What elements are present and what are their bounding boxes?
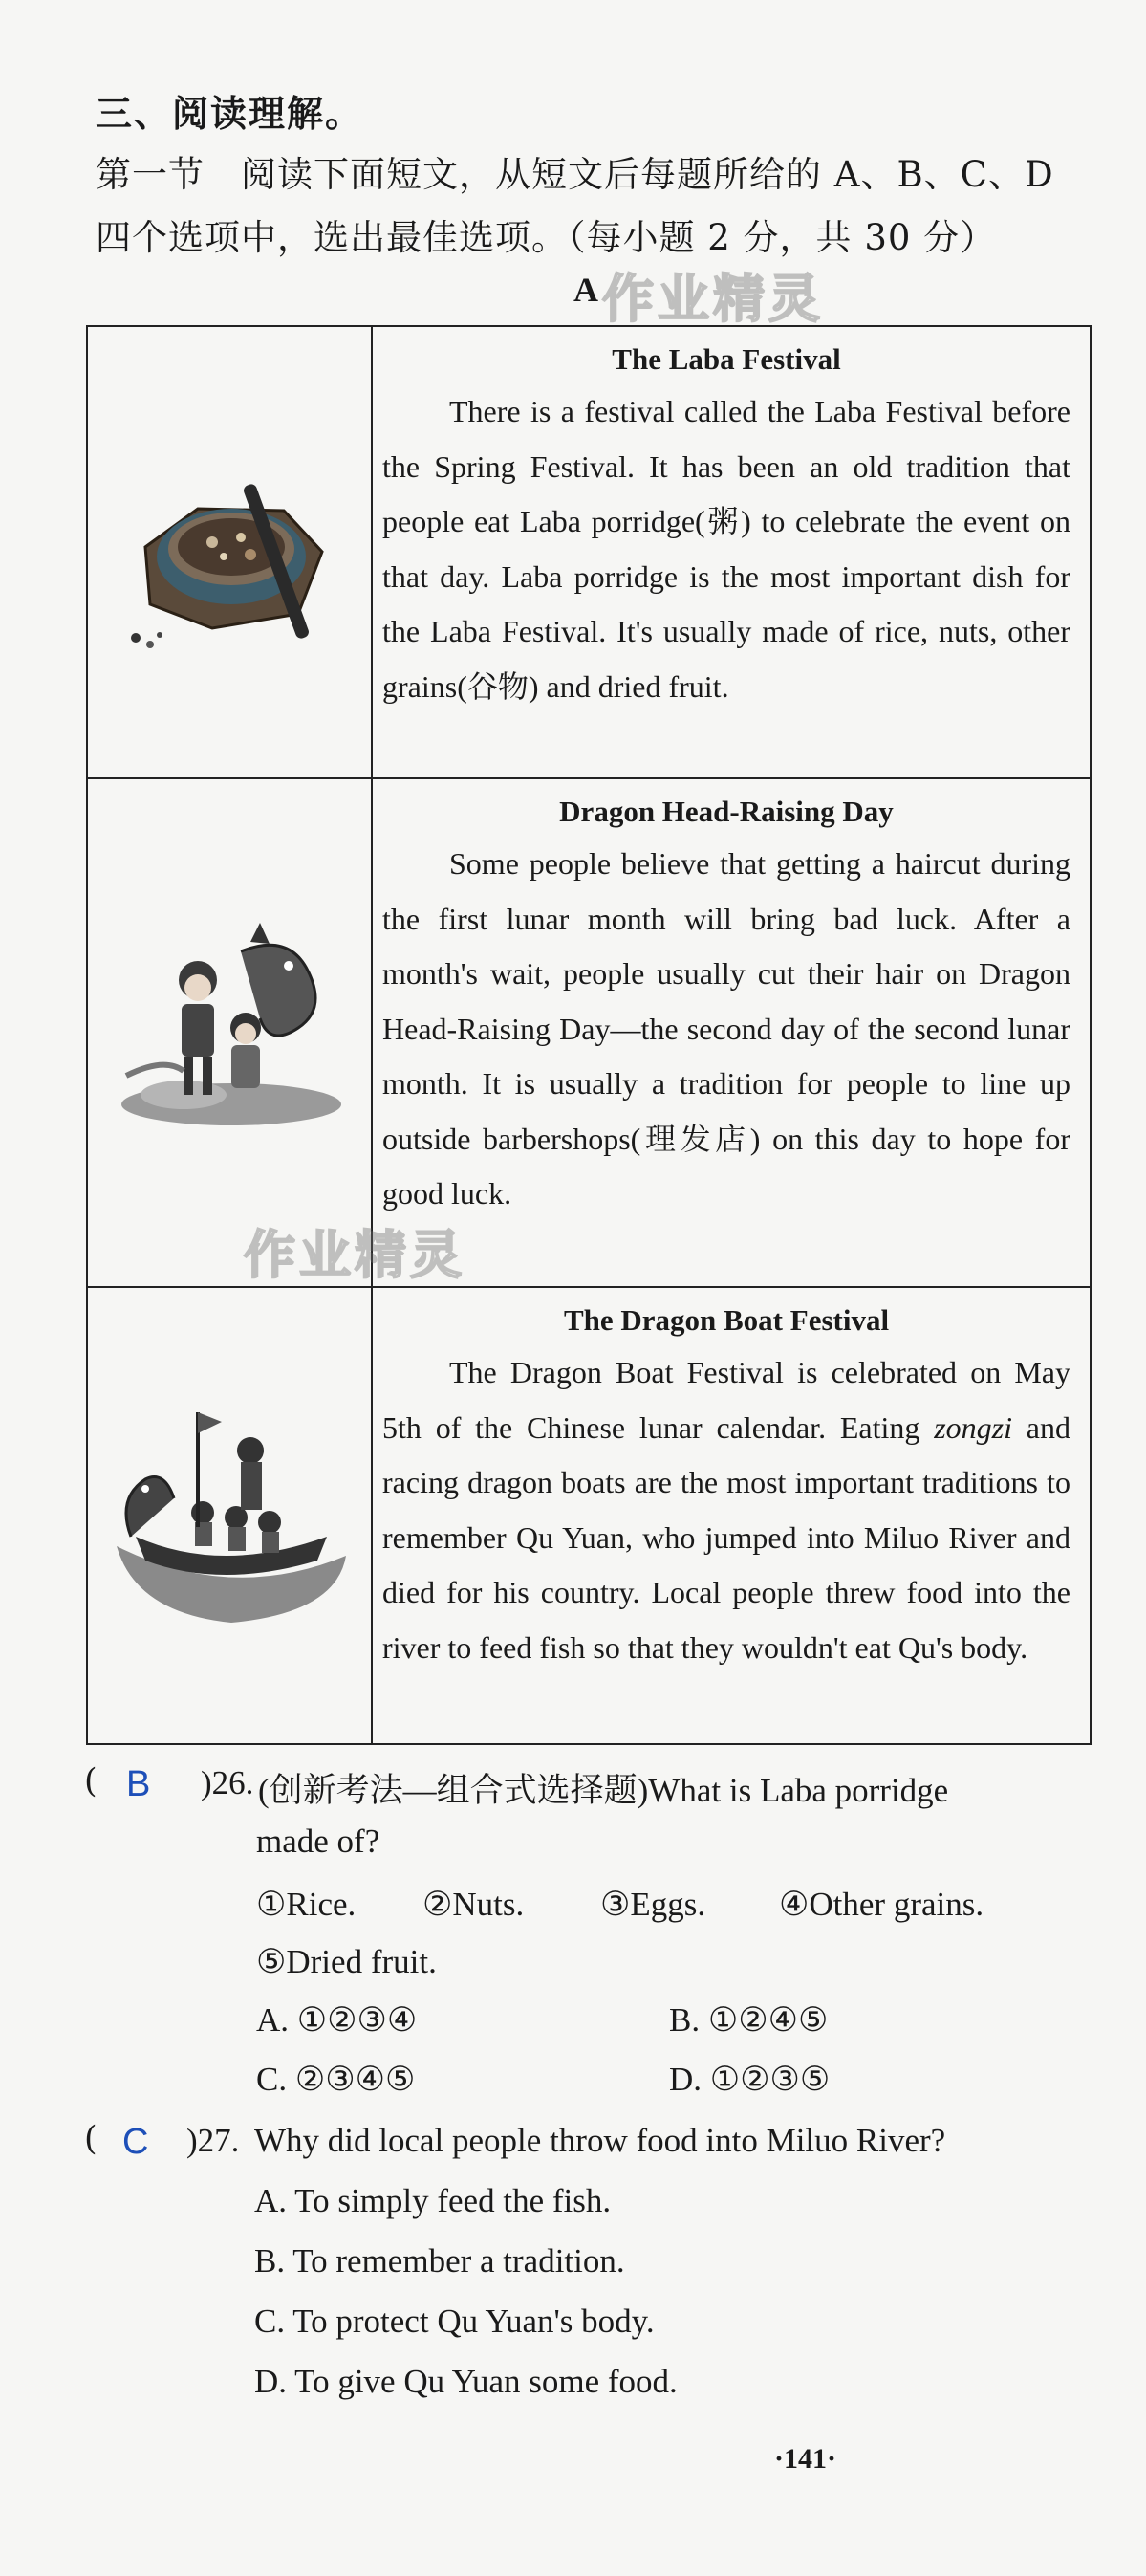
passage-title: The Laba Festival: [612, 342, 841, 376]
q26-item: ⑤Dried fruit.: [256, 1943, 437, 1980]
passage-image-cell: [88, 779, 373, 1286]
passage-text-cell: [382, 327, 1070, 777]
q26-option-d: D. ①②③⑤: [669, 2061, 831, 2098]
answer-paren-open: (: [84, 1762, 97, 1801]
watermark-logo: 作业精灵: [244, 1225, 465, 1285]
watermark-logo: 作业精灵: [602, 269, 824, 329]
passage-body-italic: zongzi: [934, 1409, 1012, 1445]
passage-body-part: The Dragon Boat Festival is celebrated on May 5th of the Chinese lunar calendar. Eating: [382, 1355, 1070, 1445]
dragon-boat-icon: [107, 1393, 356, 1642]
q27-option-c: C. To protect Qu Yuan's body.: [254, 2303, 655, 2340]
passage-row: [88, 1288, 1090, 1743]
passage-image-cell: [88, 327, 373, 777]
passage-body: There is a festival called the Laba Festival before the Spring Festival. It has been an old tradition that people eat Laba porridge(粥) to celebrate the event on that day. Laba porridge is the most important dish for the Laba Festival. It's usually made of rice, nuts, other grains(谷物) and dried fruit.: [382, 394, 1070, 704]
q26-item: ②Nuts.: [422, 1886, 525, 1923]
passage-text-cell: [382, 779, 1070, 1286]
q27-option-b: B. To remember a tradition.: [254, 2242, 625, 2280]
passage-body: [382, 1345, 1070, 1675]
question-26-stem: (创新考法—组合式选择题)What is Laba porridge: [258, 1772, 949, 1809]
passage-row: [88, 779, 1090, 1288]
q26-item: ④Other grains.: [779, 1886, 984, 1923]
answer-26: B: [126, 1764, 151, 1804]
laba-porridge-bowl-icon: [107, 442, 346, 671]
dragon-children-icon: [107, 913, 356, 1162]
q26-option-b: B. ①②④⑤: [669, 2001, 829, 2039]
part-label: A: [573, 271, 598, 309]
passage-body-part: and racing dragon boats are the most important traditions to remember Qu Yuan, who jumped into Miluo River and died for his country. Local people threw food into the river to feed fish so that they wouldn't eat Qu's body.: [382, 1409, 1071, 1665]
passage-table: [86, 325, 1092, 1745]
q26-item: ③Eggs.: [600, 1886, 706, 1923]
section-title: 三、阅读理解。: [96, 92, 364, 135]
passage-image-cell: [88, 1288, 373, 1743]
passage-body: Some people believe that getting a haircut during the first lunar month will bring bad luck. After a month's wait, people usually cut their hair on Dragon Head-Raising Day—the second day of the second lunar month. It is usually a tradition for people to line up outside barbershops(理发店) on this day to hope for good luck.: [382, 846, 1070, 1211]
question-27-stem: Why did local people throw food into Miluo River?: [254, 2122, 946, 2159]
question-26-number: )26.: [201, 1764, 254, 1801]
page-number: ·141·: [774, 2443, 837, 2475]
answer-27: C: [122, 2122, 149, 2162]
question-26-stem-cont: made of?: [256, 1823, 380, 1860]
passage-title: The Dragon Boat Festival: [563, 1303, 890, 1337]
passage-title: Dragon Head-Raising Day: [559, 795, 894, 828]
section-instruction: 第一节 阅读下面短文，从短文后每题所给的 A、B、C、D 四个选项中，选出最佳选项。（每小题 2 分，共 30 分）: [96, 154, 1054, 258]
passage-row: [88, 327, 1090, 779]
q26-option-a: A. ①②③④: [256, 2001, 418, 2039]
q27-option-a: A. To simply feed the fish.: [254, 2182, 612, 2219]
answer-paren-open: (: [84, 2120, 97, 2158]
question-27-number: )27.: [186, 2122, 240, 2159]
passage-text-cell: [382, 1288, 1070, 1743]
q26-option-c: C. ②③④⑤: [256, 2061, 416, 2098]
q27-option-d: D. To give Qu Yuan some food.: [254, 2363, 678, 2400]
q26-item: ①Rice.: [256, 1886, 357, 1923]
